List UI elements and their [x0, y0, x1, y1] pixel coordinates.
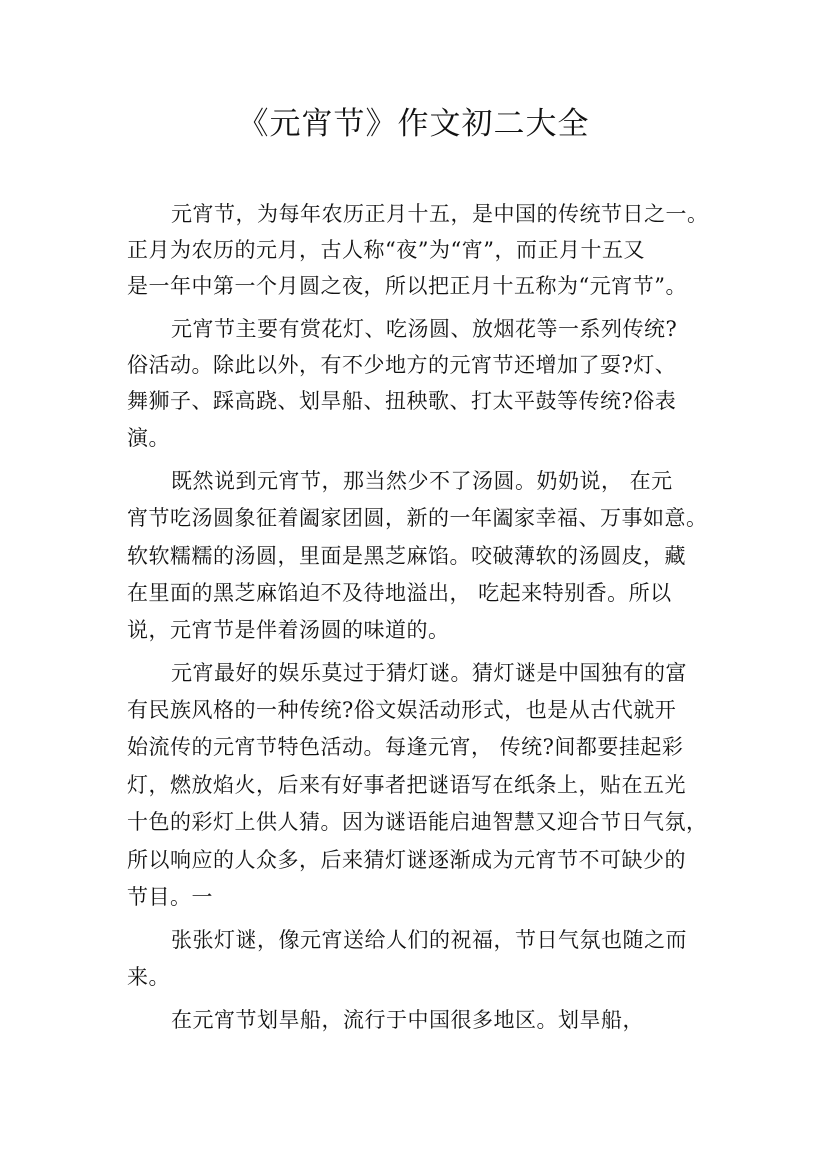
text-line: 宵节吃汤圆象征着阖家团圆，新的一年阖家幸福、万事如意。	[127, 506, 708, 530]
text-line: 说，元宵节是伴着汤圆的味道的。	[127, 618, 450, 642]
text-line: 元宵节主要有赏花灯、吃汤圆、放烟花等一系列传统?	[171, 317, 678, 341]
text-line: 灯，燃放焰火，后来有好事者把谜语写在纸条上，贴在五光	[127, 773, 686, 797]
text-line: 是一年中第一个月圆之夜，所以把正月十五称为“元宵节”。	[127, 274, 687, 298]
text-line: 元宵节，为每年农历正月十五，是中国的传统节日之一。	[171, 202, 709, 226]
text-line: 软软糯糯的汤圆，里面是黑芝麻馅。咬破薄软的汤圆皮，藏	[127, 544, 686, 568]
text-line: 舞狮子、踩高跷、划旱船、扭秧歌、打太平鼓等传统?俗表	[127, 389, 677, 413]
text-line: 十色的彩灯上供人猜。因为谜语能启迪智慧又迎合节日气氛，	[127, 810, 708, 834]
text-line: 俗活动。除此以外，有不少地方的元宵节还增加了耍?灯、	[127, 353, 677, 377]
text-line: 在元宵节划旱船，流行于中国很多地区。划旱船，	[171, 1008, 644, 1032]
text-line: 正月为农历的元月，古人称“夜”为“宵”，而正月十五又	[127, 238, 645, 262]
text-line: 来。	[127, 965, 170, 989]
text-line: 元宵最好的娱乐莫过于猜灯谜。猜灯谜是中国独有的富	[171, 661, 687, 685]
text-line: 节目。一	[127, 885, 213, 909]
text-line: 张张灯谜，像元宵送给人们的祝福，节日气氛也随之而	[171, 928, 687, 952]
text-line: 在里面的黑芝麻馅迫不及待地溢出， 吃起来特别香。所以	[127, 581, 672, 605]
text-line: 始流传的元宵节特色活动。每逢元宵， 传统?间都要挂起彩	[127, 735, 684, 759]
text-line: 既然说到元宵节，那当然少不了汤圆。奶奶说， 在元	[171, 469, 673, 493]
text-line: 有民族风格的一种传统?俗文娱活动形式，也是从古代就开	[127, 698, 677, 722]
document-title: 《元宵节》作文初二大全	[237, 106, 590, 142]
text-line: 演。	[127, 426, 170, 450]
text-line: 所以响应的人众多，后来猜灯谜逐渐成为元宵节不可缺少的	[127, 848, 686, 872]
